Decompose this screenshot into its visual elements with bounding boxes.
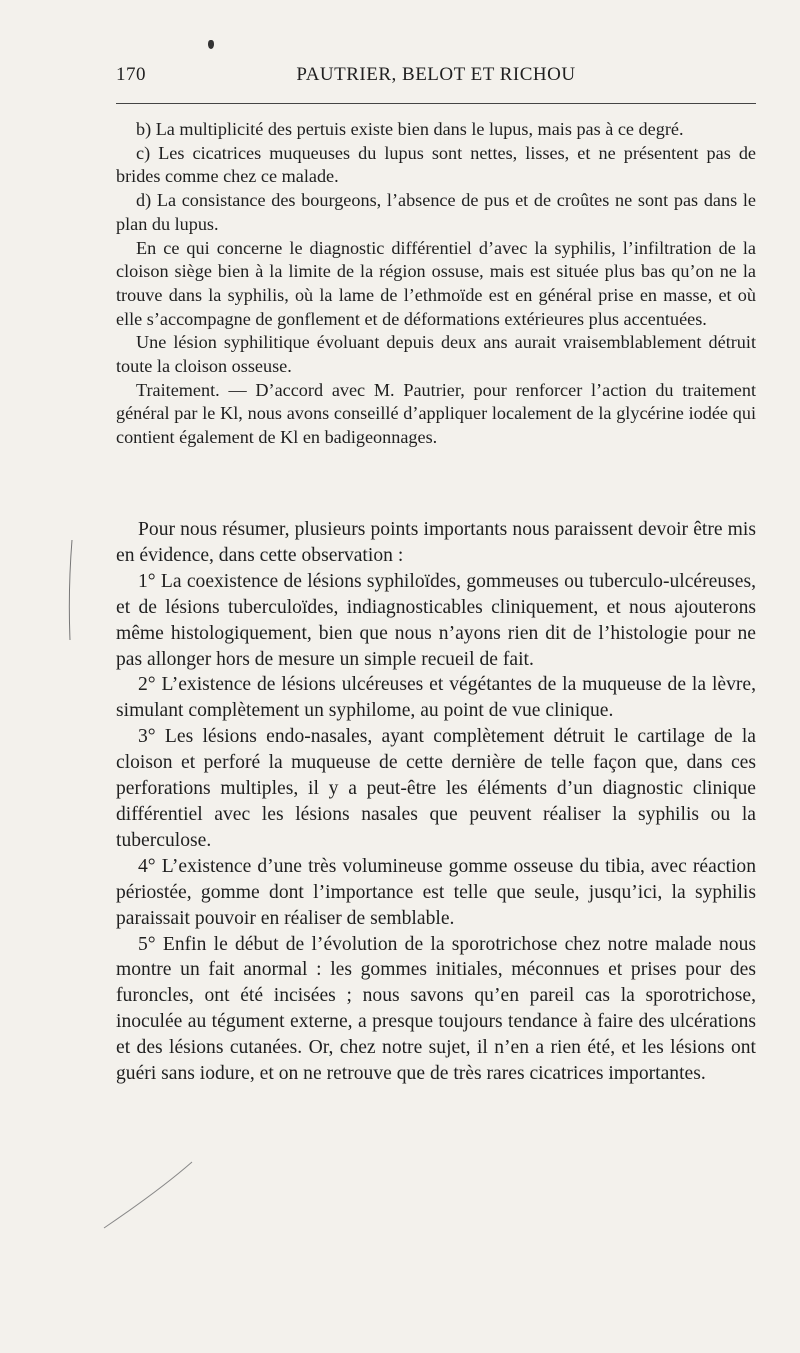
summary-point-3: 3° Les lésions endo-nasales, ayant complètement détruit le cartilage de la cloison et perforé la muqueuse de cette dernière de telle façon que, dans ces perforations multiples, il y a peut-être les éléments d’un diagnostic clinique différentiel avec les lésions nasales que peuvent réaliser la syphilis ou la tuberculose. — [116, 726, 756, 851]
summary-intro: Pour nous résumer, plusieurs points importants nous paraissent devoir être mis en évidence, dans cette observation : — [116, 519, 756, 566]
ink-blot-mark — [208, 40, 214, 49]
summary-point-4: 4° L’existence d’une très volumineuse gomme osseuse du tibia, avec réaction périostée, gomme dont l’importance est telle que seule, jusqu’ici, la syphilis paraissait pouvoir en réaliser de semblable. — [116, 855, 756, 929]
margin-pencil-mark — [66, 540, 74, 640]
page-number: 170 — [116, 64, 146, 85]
running-title: PAUTRIER, BELOT ET RICHOU — [296, 64, 576, 85]
paragraph-treatment: Traitement. — D’accord avec M. Pautrier, pour renforcer l’action du traitement général par le Kl, nous avons conseillé d’appliquer localement de la glycérine iodée qui contient également de Kl en badigeonnages. — [116, 379, 756, 448]
discussion-section — [116, 118, 756, 450]
paragraph-differential-diagnosis: En ce qui concerne le diagnostic différentiel d’avec la syphilis, l’infiltration de la cloison siège bien à la limite de la région ossuse, mais est située plus bas qu’on ne la trouve dans la syphilis, où la lame de l’ethmoïde est en général prise en masse, et où elle s’accompagne de gonflement et de déformations extérieures plus accentuées. — [116, 237, 756, 329]
pencil-stroke-mark — [100, 1160, 200, 1230]
summary-point-5: 5° Enfin le début de l’évolution de la sporotrichose chez notre malade nous montre un fait anormal : les gommes initiales, méconnues et prises pour des furoncles, ont été incisées ; nous savons qu’en pareil cas la sporotrichose, inoculée au tégument externe, a presque toujours tendance à faire des ulcérations et des lésions cutanées. Or, chez notre sujet, il n’en a rien été, et les lésions ont guéri sans iodure, et on ne retrouve que de très rares cicatrices importantes. — [116, 933, 756, 1085]
header-rule — [116, 103, 756, 104]
paragraph-b: b) La multiplicité des pertuis existe bien dans le lupus, mais pas à ce degré. — [136, 119, 684, 139]
summary-point-2: 2° L’existence de lésions ulcéreuses et végétantes de la muqueuse de la lèvre, simulant complètement un syphilome, au point de vue clinique. — [116, 674, 756, 722]
paragraph-c: c) Les cicatrices muqueuses du lupus sont nettes, lisses, et ne présentent pas de brides comme chez ce malade. — [116, 142, 756, 187]
paragraph-syphilitic-lesion: Une lésion syphilitique évoluant depuis deux ans aurait vraisemblablement détruit toute la cloison osseuse. — [116, 332, 756, 377]
summary-point-1: 1° La coexistence de lésions syphiloïdes, gommeuses ou tuberculo-ulcéreuses, et de lésions tuberculoïdes, indiagnosticables cliniquement, et nous ajouterons même histologiquement, bien que nous n’ayons rien dit de l’histologie pour ne pas allonger hors de mesure un simple recueil de fait. — [116, 570, 756, 670]
page-header — [116, 64, 756, 98]
paragraph-d: d) La consistance des bourgeons, l’absence de pus et de croûtes ne sont pas dans le plan du lupus. — [116, 190, 756, 234]
summary-section — [116, 517, 756, 1087]
